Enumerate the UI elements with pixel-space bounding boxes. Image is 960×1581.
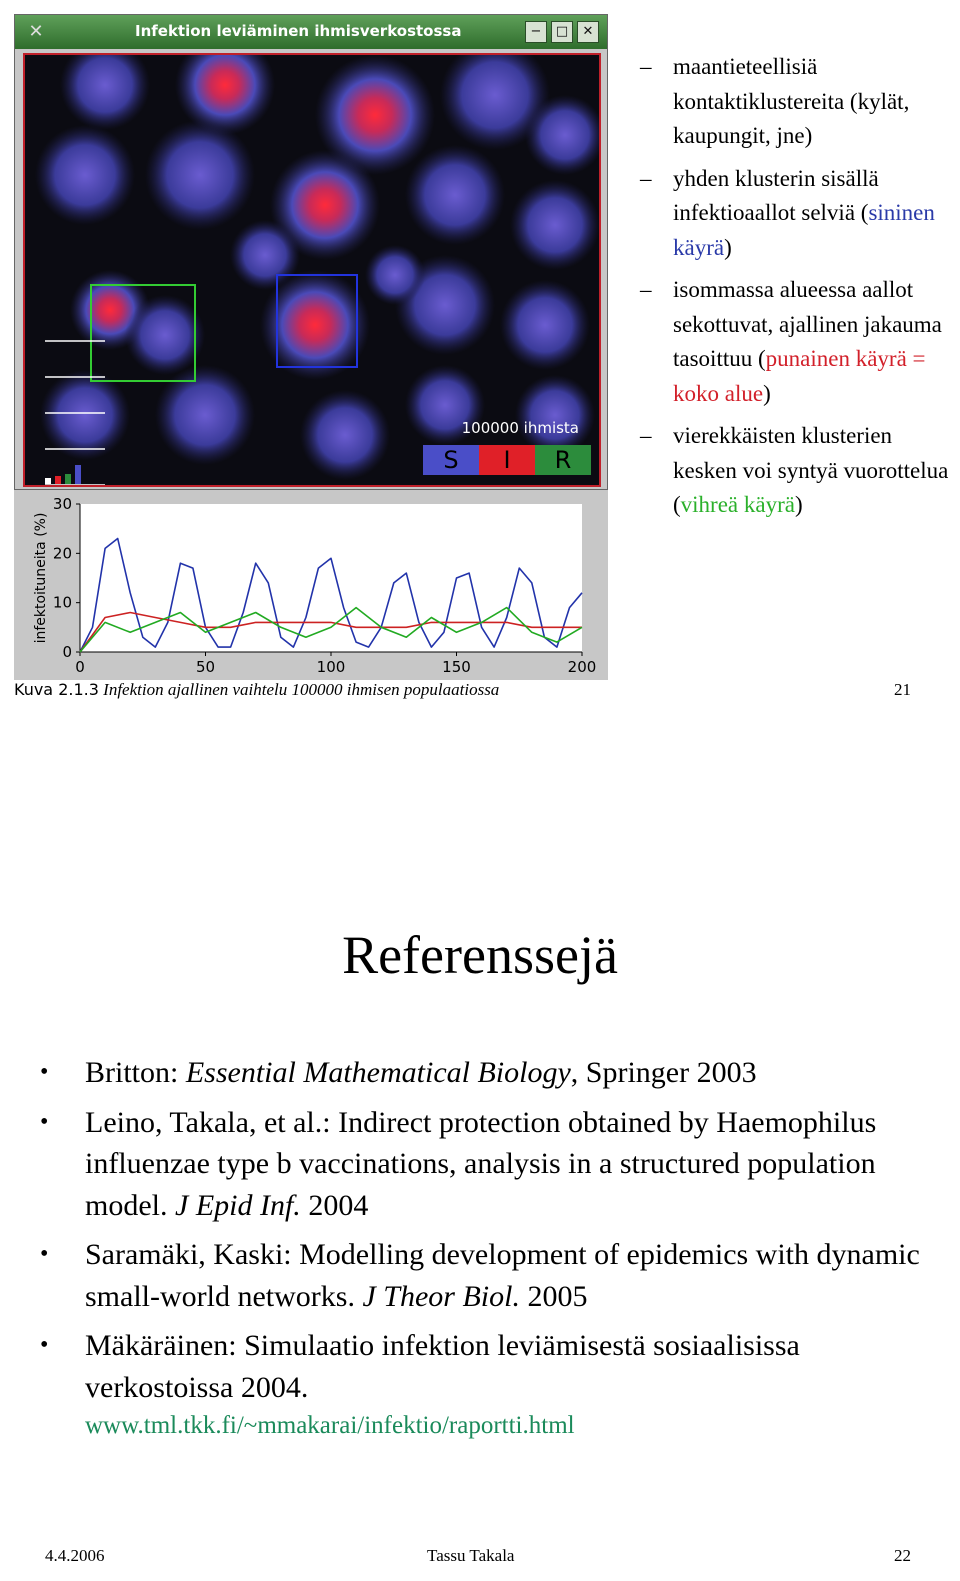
- clusters-layer: [35, 55, 599, 480]
- bullet-item: [640, 273, 960, 411]
- bullet-marker: •: [40, 1059, 49, 1085]
- cluster-blob: [510, 180, 599, 270]
- bullet-marker: •: [40, 1108, 49, 1135]
- reference-text: Saramäki, Kaski: Modelling development of epidemics with dynamic small-world networks.: [85, 1238, 920, 1313]
- population-map: [23, 53, 601, 487]
- reference-item: [40, 1102, 940, 1227]
- reference-source: Essential Mathematical Biology: [185, 1056, 571, 1089]
- bullet-marker: •: [40, 1332, 49, 1358]
- plot-background: [80, 504, 582, 652]
- dash-marker: –: [640, 423, 652, 448]
- bullet-text: vihreä käyrä: [680, 492, 795, 517]
- infection-plot: [14, 490, 608, 680]
- sir-legend: [423, 445, 591, 475]
- y-tick-label: 0: [62, 643, 72, 661]
- infection-chart: [14, 490, 608, 680]
- cluster-blob: [365, 245, 425, 305]
- legend-recovered: R: [535, 445, 591, 475]
- footer-page-number: 22: [894, 1546, 911, 1565]
- simulation-window: [14, 14, 608, 490]
- x-tick-label: 150: [442, 658, 471, 676]
- reference-list: [40, 1052, 940, 1452]
- close-icon[interactable]: ✕: [577, 21, 599, 43]
- footer-author: Tassu Takala: [427, 1546, 515, 1565]
- cluster-blob: [230, 220, 300, 290]
- reference-item: [40, 1325, 940, 1444]
- dash-marker: –: [640, 54, 652, 79]
- bullet-item: [640, 50, 960, 154]
- footer-date: 4.4.2006: [45, 1546, 105, 1565]
- reference-year: , Springer 2003: [570, 1056, 757, 1089]
- y-tick-label: 10: [52, 593, 72, 612]
- population-label: 100000 ihmista: [461, 419, 579, 437]
- cluster-blob: [515, 375, 595, 455]
- dash-marker: –: [640, 165, 652, 191]
- x-tick-label: 0: [75, 658, 85, 676]
- bullet-marker: •: [40, 1241, 49, 1267]
- slide21-bullets: [640, 50, 960, 531]
- window-titlebar: [15, 15, 607, 49]
- cluster-blob: [60, 55, 150, 130]
- reference-text: Britton:: [85, 1056, 186, 1089]
- x-tick-label: 50: [195, 658, 216, 676]
- maximize-icon[interactable]: □: [551, 21, 573, 43]
- cluster-blob: [40, 370, 130, 460]
- cluster-blob: [300, 390, 390, 480]
- mini-scale-lines: [45, 341, 105, 485]
- bullet-text: maantieteellisiä kontaktiklustereita (kylät, kaupungit, jne): [673, 54, 910, 148]
- y-axis-label: infektoituneita (%): [33, 512, 49, 644]
- bullet-text: ): [794, 492, 803, 517]
- bullet-item: [640, 419, 960, 523]
- cluster-blob: [500, 280, 590, 370]
- cluster-blob: [35, 125, 135, 225]
- y-tick-label: 30: [52, 495, 72, 513]
- bullet-item: [640, 162, 960, 266]
- reference-item: [40, 1052, 940, 1094]
- reference-year: 2004: [300, 1188, 369, 1222]
- page-number-21: 21: [894, 680, 911, 699]
- dash-marker: –: [640, 277, 652, 302]
- reference-item: [40, 1234, 940, 1317]
- x-tick-label: 200: [567, 658, 597, 676]
- legend-susceptible: S: [423, 445, 479, 475]
- reference-year: 2005: [519, 1279, 588, 1313]
- window-menu-close-icon[interactable]: ✕: [28, 21, 44, 42]
- caption-number: Kuva 2.1.3: [14, 680, 99, 699]
- reference-link[interactable]: www.tml.tkk.fi/~mmakarai/infektio/raportti.html: [85, 1412, 575, 1439]
- references-title: Referenssejä: [342, 925, 618, 985]
- figure-caption: [14, 680, 499, 700]
- reference-source: J Epid Inf.: [175, 1188, 301, 1222]
- cluster-blob: [145, 120, 255, 230]
- bullet-text: yhden klusterin sisällä infektioaallot selviä (: [673, 165, 879, 225]
- bullet-text: ): [724, 234, 732, 260]
- mini-bar-chart: [45, 465, 81, 484]
- bullet-text: punainen käyrä = koko alue: [673, 346, 926, 406]
- bullet-text: isommassa alueessa aallot sekottuvat, ajallinen jakauma tasoittuu (: [673, 277, 942, 371]
- minimize-icon[interactable]: −: [525, 21, 547, 43]
- y-tick-label: 20: [52, 544, 72, 563]
- reference-text: Leino, Takala, et al.: Indirect protection obtained by Haemophilus influenzae type b vaccinations, analysis in a structured population model.: [85, 1105, 877, 1222]
- cluster-blob: [405, 145, 505, 245]
- reference-text: Mäkäräinen: Simulaatio infektion leviämisestä sosiaalisissa verkostoissa 2004.: [85, 1329, 800, 1404]
- legend-infected: I: [479, 445, 535, 475]
- caption-text: Infektion ajallinen vaihtelu 100000 ihmisen populaatiossa: [103, 680, 500, 699]
- cluster-blob: [125, 295, 205, 375]
- bullet-text: ): [763, 380, 771, 406]
- reference-source: J Theor Biol.: [362, 1279, 520, 1313]
- bullet-text: vierekkäisten klusterien kesken voi syntyä vuorottelua (: [673, 423, 949, 517]
- window-title: Infektion leviäminen ihmisverkostossa: [135, 22, 462, 40]
- bullet-text: sininen käyrä: [673, 200, 935, 260]
- x-tick-label: 100: [316, 658, 346, 676]
